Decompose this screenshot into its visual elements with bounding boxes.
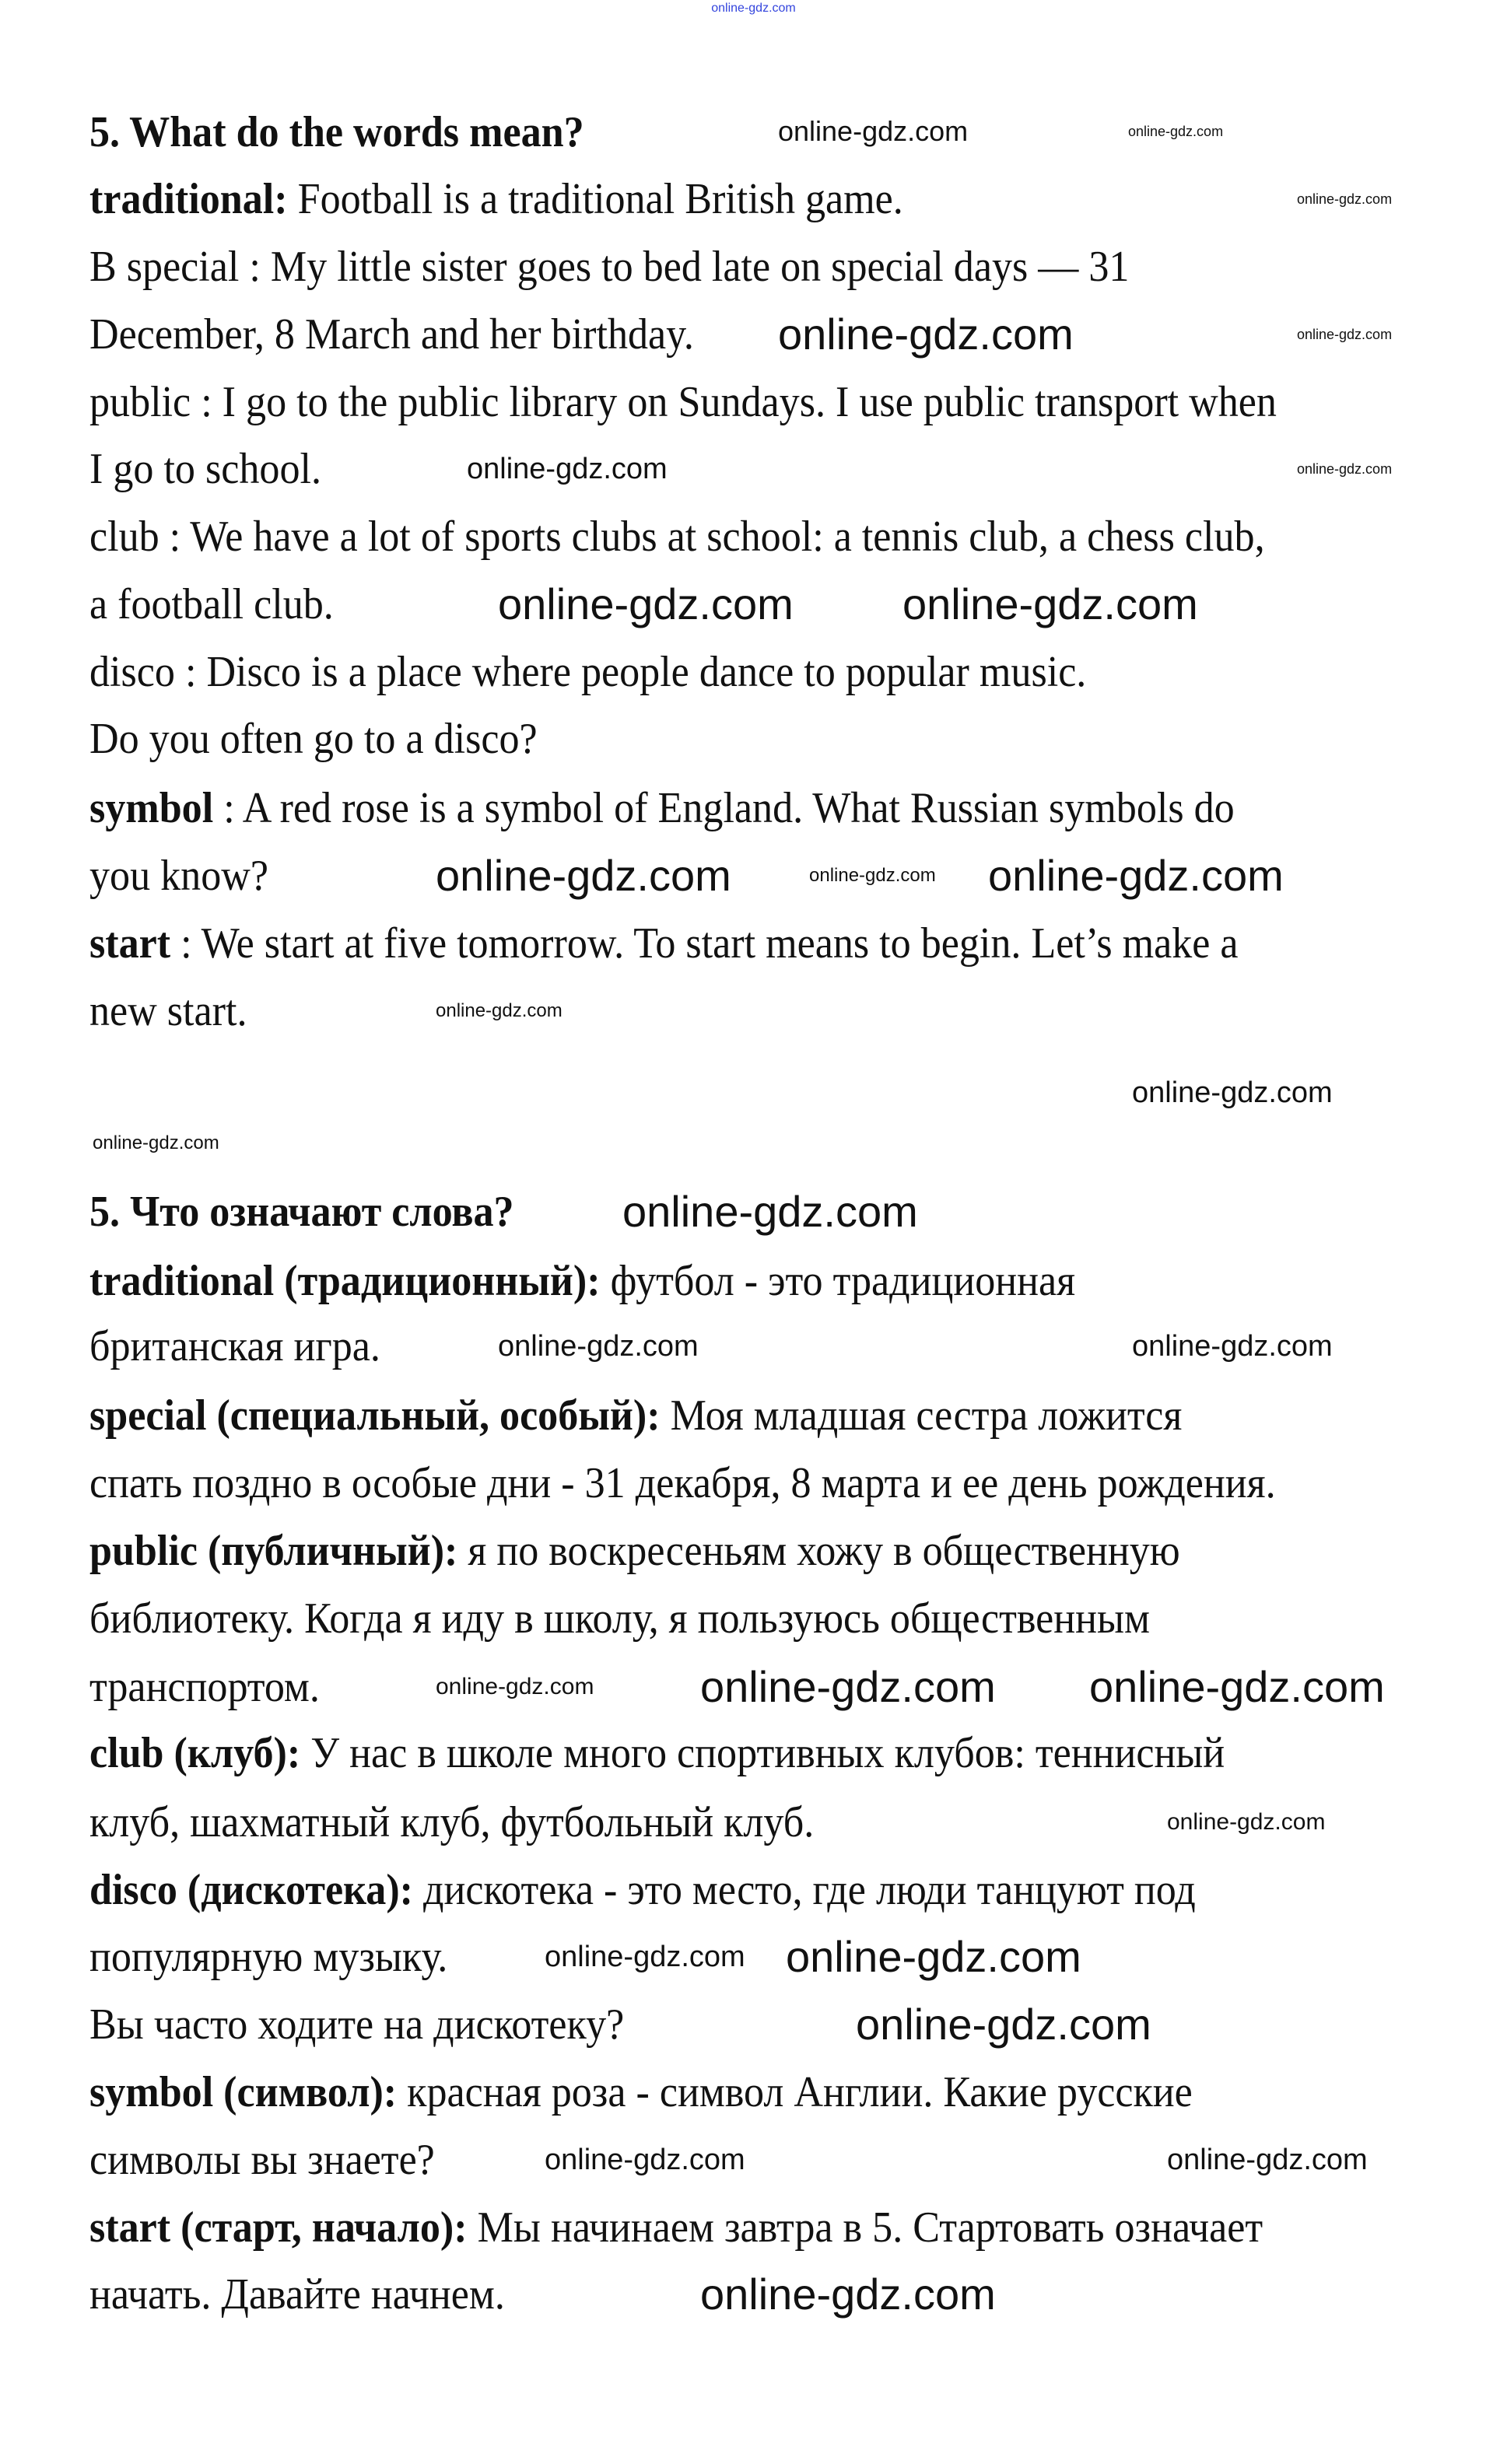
english-text-line — [89, 573, 334, 635]
watermark: online-gdz.com — [778, 310, 1074, 359]
term-label: start (старт, начало): — [89, 2203, 478, 2252]
watermark: online-gdz.com — [93, 1132, 219, 1153]
definition-text: красная роза - символ Англии. Какие русские — [407, 2067, 1193, 2116]
term-label: disco (дискотека): — [89, 1865, 424, 1914]
watermark: online-gdz.com — [1132, 1076, 1333, 1109]
russian-text-line — [89, 1722, 1225, 1784]
definition-text: дискотека - это место, где люди танцуют под — [423, 1865, 1196, 1914]
english-text-line — [89, 708, 538, 770]
english-text-line — [89, 912, 1239, 975]
watermark: online-gdz.com — [902, 579, 1198, 628]
russian-text-line — [89, 1384, 1182, 1447]
term-label: start — [89, 919, 171, 968]
russian-text-line — [89, 1656, 320, 1718]
russian-text-line — [89, 2263, 505, 2326]
definition-text: клуб, шахматный клуб, футбольный клуб. — [89, 1797, 815, 1846]
term-label: public (публичный): — [89, 1526, 468, 1575]
watermark: online-gdz.com — [856, 2000, 1151, 2049]
definition-text: disco : Disco is a place where people dance to popular music. — [89, 647, 1087, 696]
watermark: online-gdz.com — [1167, 2144, 1368, 2176]
watermark: online-gdz.com — [1297, 461, 1393, 477]
watermark: online-gdz.com — [700, 2270, 996, 2319]
russian-text-line — [89, 1791, 814, 1853]
definition-text: Моя младшая сестра ложится — [670, 1391, 1183, 1440]
definition-text: I go to school. — [89, 445, 321, 494]
english-text-line — [89, 371, 1277, 433]
english-text-line — [89, 236, 1129, 298]
definition-text: Мы начинаем завтра в 5. Стартовать означает — [477, 2203, 1263, 2252]
russian-text-line — [89, 1587, 1150, 1650]
english-text-line — [89, 845, 268, 907]
definition-text: У нас в школе много спортивных клубов: теннисный — [310, 1729, 1225, 1778]
russian-text-line — [89, 2129, 435, 2191]
english-text-line — [89, 506, 1265, 568]
definition-text: club : We have a lot of sports clubs at school: a tennis club, a chess club, — [89, 513, 1265, 562]
definition-text: Football is a traditional British game. — [297, 175, 903, 224]
definition-text: транспортом. — [89, 1663, 320, 1712]
watermark: online-gdz.com — [436, 1000, 562, 1021]
watermark: online-gdz.com — [436, 1674, 594, 1699]
definition-text: public : I go to the public library on Sundays. I use public transport when — [89, 377, 1277, 426]
term-label: traditional (традиционный): — [89, 1256, 611, 1305]
english-text-line — [89, 438, 321, 500]
definition-text: футбол - это традиционная — [610, 1256, 1076, 1305]
russian-text-line — [89, 2061, 1193, 2123]
russian-text-line — [89, 1315, 380, 1377]
definition-text: December, 8 March and her birthday. — [89, 310, 694, 359]
definition-text: популярную музыку. — [89, 1933, 448, 1982]
definition-text: B special : My little sister goes to bed late on special days — 31 — [89, 243, 1130, 292]
definition-text: Вы часто ходите на дискотеку? — [89, 2000, 625, 2049]
watermark: online-gdz.com — [778, 115, 969, 147]
definition-text: a football club. — [89, 579, 334, 628]
english-text-line — [89, 303, 694, 366]
definition-text: : A red rose is a symbol of England. What Russian symbols do — [213, 784, 1235, 833]
definition-text: : We start at five tomorrow. To start means to begin. Let’s make a — [170, 919, 1239, 968]
watermark: online-gdz.com — [467, 453, 668, 485]
russian-text-line — [89, 1250, 1075, 1312]
watermark: online-gdz.com — [786, 1932, 1081, 1981]
english-heading — [89, 101, 584, 163]
watermark: online-gdz.com — [498, 579, 794, 628]
term-label: special (специальный, особый): — [89, 1391, 671, 1440]
english-text-line — [89, 168, 903, 230]
definition-text: Do you often go to a disco? — [89, 715, 538, 764]
definition-text: you know? — [89, 852, 268, 901]
watermark: online-gdz.com — [809, 865, 936, 886]
russian-text-line — [89, 1452, 1276, 1514]
watermark: online-gdz.com — [1132, 1330, 1333, 1363]
watermark: online-gdz.com — [1167, 1809, 1326, 1835]
definition-text: спать поздно в особые дни - 31 декабря, 8 марта и ее день рождения. — [89, 1459, 1276, 1507]
definition-text: начать. Давайте начнем. — [89, 2270, 505, 2319]
russian-text-line — [89, 1520, 1180, 1582]
watermark: online-gdz.com — [1089, 1662, 1385, 1711]
watermark: online-gdz.com — [1128, 124, 1224, 139]
watermark: online-gdz.com — [498, 1330, 699, 1363]
russian-text-line — [89, 2196, 1263, 2259]
watermark: online-gdz.com — [622, 1187, 918, 1236]
watermark: online-gdz.com — [1297, 191, 1393, 207]
watermark: online-gdz.com — [436, 851, 731, 900]
watermark: online-gdz.com — [700, 1662, 996, 1711]
definition-text: new start. — [89, 986, 247, 1035]
term-label: club (клуб): — [89, 1729, 311, 1778]
watermark: online-gdz.com — [988, 851, 1284, 900]
english-text-line — [89, 777, 1235, 839]
definition-text: символы вы знаете? — [89, 2135, 435, 2184]
definition-text: британская игра. — [89, 1322, 380, 1371]
watermark: online-gdz.com — [545, 2144, 745, 2176]
term-label: symbol — [89, 784, 214, 833]
english-text-line — [89, 980, 247, 1042]
term-label: 5. Что означают слова? — [89, 1187, 514, 1236]
definition-text: я по воскресеньям хожу в общественную — [468, 1526, 1180, 1575]
term-label: symbol (символ): — [89, 2067, 408, 2116]
watermark: online-gdz.com — [545, 1941, 745, 1973]
russian-text-line — [89, 1926, 447, 1988]
russian-text-line — [89, 1993, 624, 2056]
watermark: online-gdz.com — [1297, 327, 1393, 342]
top-watermark: online-gdz.com — [711, 2, 796, 15]
english-text-line — [89, 641, 1086, 703]
definition-text: библиотеку. Когда я иду в школу, я пользуюсь общественным — [89, 1594, 1150, 1643]
russian-text-line — [89, 1859, 1196, 1921]
term-label: 5. What do the words mean? — [89, 107, 584, 156]
russian-heading — [89, 1181, 514, 1243]
term-label: traditional: — [89, 175, 298, 224]
